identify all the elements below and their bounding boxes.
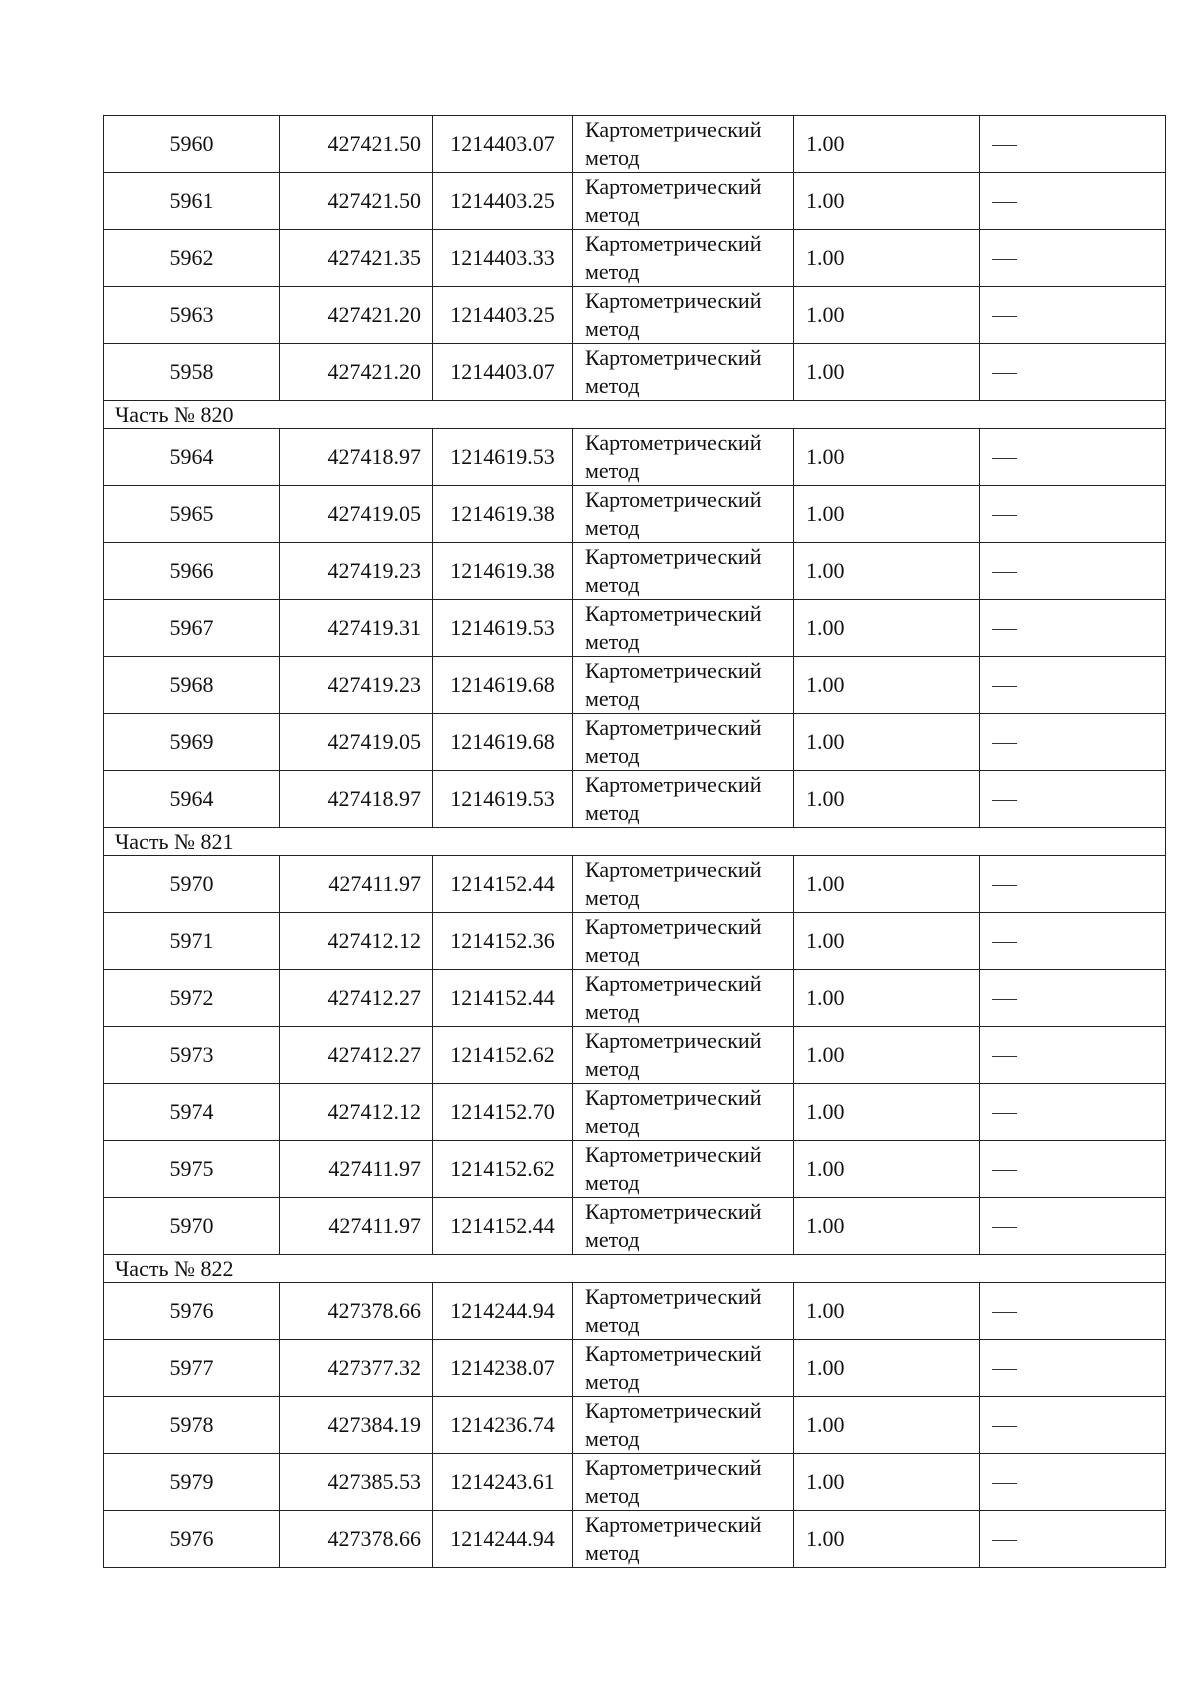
description-cell xyxy=(980,173,1166,230)
table-row xyxy=(104,1511,1166,1568)
dash-mark xyxy=(992,800,1017,801)
table-row xyxy=(104,913,1166,970)
method-line-1: Картометрический xyxy=(585,1142,762,1167)
y-coordinate-cell: 1214619.53 xyxy=(433,429,573,486)
description-cell xyxy=(980,970,1166,1027)
x-coordinate-cell: 427412.27 xyxy=(280,1027,433,1084)
description-cell xyxy=(980,657,1166,714)
method-line-2: метод xyxy=(585,1170,640,1195)
table-row xyxy=(104,856,1166,913)
dash-mark xyxy=(992,1227,1017,1228)
method-cell xyxy=(573,714,794,771)
point-number-cell: 5971 xyxy=(104,913,280,970)
point-number-cell: 5978 xyxy=(104,1397,280,1454)
x-coordinate-cell: 427421.20 xyxy=(280,287,433,344)
point-number-cell: 5961 xyxy=(104,173,280,230)
method-cell xyxy=(573,913,794,970)
dash-mark xyxy=(992,373,1017,374)
method-cell xyxy=(573,1454,794,1511)
method-line-2: метод xyxy=(585,942,640,967)
table-row xyxy=(104,173,1166,230)
dash-mark xyxy=(992,885,1017,886)
x-coordinate-cell: 427419.05 xyxy=(280,486,433,543)
accuracy-cell: 1.00 xyxy=(794,344,980,401)
method-line-1: Картометрический xyxy=(585,1028,762,1053)
accuracy-cell: 1.00 xyxy=(794,486,980,543)
description-cell xyxy=(980,1141,1166,1198)
description-cell xyxy=(980,230,1166,287)
method-cell xyxy=(573,344,794,401)
description-cell xyxy=(980,116,1166,173)
method-cell xyxy=(573,1198,794,1255)
point-number-cell: 5968 xyxy=(104,657,280,714)
y-coordinate-cell: 1214403.07 xyxy=(433,116,573,173)
point-number-cell: 5972 xyxy=(104,970,280,1027)
x-coordinate-cell: 427418.97 xyxy=(280,429,433,486)
x-coordinate-cell: 427378.66 xyxy=(280,1283,433,1340)
method-cell xyxy=(573,1397,794,1454)
point-number-cell: 5975 xyxy=(104,1141,280,1198)
x-coordinate-cell: 427421.50 xyxy=(280,116,433,173)
accuracy-cell: 1.00 xyxy=(794,173,980,230)
y-coordinate-cell: 1214403.25 xyxy=(433,287,573,344)
point-number-cell: 5963 xyxy=(104,287,280,344)
point-number-cell: 5962 xyxy=(104,230,280,287)
y-coordinate-cell: 1214152.44 xyxy=(433,1198,573,1255)
method-line-1: Картометрический xyxy=(585,345,762,370)
method-line-2: метод xyxy=(585,743,640,768)
method-line-2: метод xyxy=(585,1312,640,1337)
method-line-2: метод xyxy=(585,1113,640,1138)
x-coordinate-cell: 427411.97 xyxy=(280,1198,433,1255)
table-row xyxy=(104,1340,1166,1397)
x-coordinate-cell: 427378.66 xyxy=(280,1511,433,1568)
accuracy-cell: 1.00 xyxy=(794,429,980,486)
method-line-1: Картометрический xyxy=(585,914,762,939)
dash-mark xyxy=(992,1369,1017,1370)
y-coordinate-cell: 1214152.44 xyxy=(433,970,573,1027)
method-cell xyxy=(573,429,794,486)
y-coordinate-cell: 1214152.36 xyxy=(433,913,573,970)
accuracy-cell: 1.00 xyxy=(794,1511,980,1568)
point-number-cell: 5979 xyxy=(104,1454,280,1511)
accuracy-cell: 1.00 xyxy=(794,913,980,970)
description-cell xyxy=(980,913,1166,970)
table-row xyxy=(104,771,1166,828)
method-line-1: Картометрический xyxy=(585,971,762,996)
x-coordinate-cell: 427411.97 xyxy=(280,1141,433,1198)
method-cell xyxy=(573,287,794,344)
x-coordinate-cell: 427418.97 xyxy=(280,771,433,828)
method-line-2: метод xyxy=(585,800,640,825)
accuracy-cell: 1.00 xyxy=(794,1084,980,1141)
x-coordinate-cell: 427377.32 xyxy=(280,1340,433,1397)
description-cell xyxy=(980,1084,1166,1141)
method-cell xyxy=(573,657,794,714)
method-line-1: Картометрический xyxy=(585,117,762,142)
table-row xyxy=(104,1198,1166,1255)
y-coordinate-cell: 1214619.38 xyxy=(433,543,573,600)
x-coordinate-cell: 427421.20 xyxy=(280,344,433,401)
method-line-1: Картометрический xyxy=(585,601,762,626)
point-number-cell: 5966 xyxy=(104,543,280,600)
method-cell xyxy=(573,1340,794,1397)
method-line-1: Картометрический xyxy=(585,288,762,313)
table-row xyxy=(104,429,1166,486)
y-coordinate-cell: 1214619.38 xyxy=(433,486,573,543)
point-number-cell: 5960 xyxy=(104,116,280,173)
table-body xyxy=(104,116,1166,1568)
method-line-2: метод xyxy=(585,458,640,483)
description-cell xyxy=(980,856,1166,913)
method-cell xyxy=(573,116,794,173)
accuracy-cell: 1.00 xyxy=(794,1454,980,1511)
description-cell xyxy=(980,344,1166,401)
x-coordinate-cell: 427419.05 xyxy=(280,714,433,771)
method-line-1: Картометрический xyxy=(585,1455,762,1480)
y-coordinate-cell: 1214619.68 xyxy=(433,657,573,714)
y-coordinate-cell: 1214243.61 xyxy=(433,1454,573,1511)
y-coordinate-cell: 1214152.70 xyxy=(433,1084,573,1141)
accuracy-cell: 1.00 xyxy=(794,543,980,600)
table-row xyxy=(104,344,1166,401)
description-cell xyxy=(980,714,1166,771)
description-cell xyxy=(980,600,1166,657)
method-line-2: метод xyxy=(585,999,640,1024)
dash-mark xyxy=(992,515,1017,516)
dash-mark xyxy=(992,629,1017,630)
method-line-1: Картометрический xyxy=(585,1398,762,1423)
accuracy-cell: 1.00 xyxy=(794,116,980,173)
point-number-cell: 5970 xyxy=(104,1198,280,1255)
section-header-row xyxy=(104,401,1166,429)
method-line-2: метод xyxy=(585,1426,640,1451)
x-coordinate-cell: 427412.12 xyxy=(280,1084,433,1141)
point-number-cell: 5974 xyxy=(104,1084,280,1141)
method-line-1: Картометрический xyxy=(585,658,762,683)
point-number-cell: 5964 xyxy=(104,771,280,828)
accuracy-cell: 1.00 xyxy=(794,1283,980,1340)
method-line-1: Картометрический xyxy=(585,1341,762,1366)
method-cell xyxy=(573,1511,794,1568)
description-cell xyxy=(980,287,1166,344)
method-line-1: Картометрический xyxy=(585,231,762,256)
accuracy-cell: 1.00 xyxy=(794,771,980,828)
point-number-cell: 5973 xyxy=(104,1027,280,1084)
description-cell xyxy=(980,486,1166,543)
dash-mark xyxy=(992,458,1017,459)
method-line-2: метод xyxy=(585,629,640,654)
y-coordinate-cell: 1214244.94 xyxy=(433,1511,573,1568)
table-row xyxy=(104,1027,1166,1084)
accuracy-cell: 1.00 xyxy=(794,287,980,344)
method-cell xyxy=(573,173,794,230)
description-cell xyxy=(980,1283,1166,1340)
dash-mark xyxy=(992,942,1017,943)
y-coordinate-cell: 1214619.53 xyxy=(433,771,573,828)
method-cell xyxy=(573,600,794,657)
method-line-2: метод xyxy=(585,572,640,597)
table-row xyxy=(104,1283,1166,1340)
accuracy-cell: 1.00 xyxy=(794,657,980,714)
method-line-2: метод xyxy=(585,1540,640,1565)
accuracy-cell: 1.00 xyxy=(794,230,980,287)
point-number-cell: 5958 xyxy=(104,344,280,401)
dash-mark xyxy=(992,202,1017,203)
description-cell xyxy=(980,1027,1166,1084)
point-number-cell: 5969 xyxy=(104,714,280,771)
table-row xyxy=(104,230,1166,287)
x-coordinate-cell: 427385.53 xyxy=(280,1454,433,1511)
method-line-1: Картометрический xyxy=(585,174,762,199)
accuracy-cell: 1.00 xyxy=(794,1027,980,1084)
method-line-1: Картометрический xyxy=(585,1512,762,1537)
method-line-2: метод xyxy=(585,373,640,398)
table-row xyxy=(104,714,1166,771)
dash-mark xyxy=(992,1540,1017,1541)
point-number-cell: 5965 xyxy=(104,486,280,543)
dash-mark xyxy=(992,572,1017,573)
point-number-cell: 5967 xyxy=(104,600,280,657)
x-coordinate-cell: 427412.27 xyxy=(280,970,433,1027)
dash-mark xyxy=(992,743,1017,744)
method-cell xyxy=(573,1283,794,1340)
method-line-2: метод xyxy=(585,1483,640,1508)
x-coordinate-cell: 427412.12 xyxy=(280,913,433,970)
description-cell xyxy=(980,1454,1166,1511)
method-line-2: метод xyxy=(585,1056,640,1081)
method-cell xyxy=(573,543,794,600)
dash-mark xyxy=(992,1056,1017,1057)
method-line-1: Картометрический xyxy=(585,487,762,512)
description-cell xyxy=(980,1397,1166,1454)
point-number-cell: 5964 xyxy=(104,429,280,486)
method-line-2: метод xyxy=(585,316,640,341)
method-cell xyxy=(573,230,794,287)
accuracy-cell: 1.00 xyxy=(794,856,980,913)
dash-mark xyxy=(992,316,1017,317)
description-cell xyxy=(980,1511,1166,1568)
table-row xyxy=(104,1454,1166,1511)
method-line-2: метод xyxy=(585,885,640,910)
accuracy-cell: 1.00 xyxy=(794,1340,980,1397)
method-line-2: метод xyxy=(585,1227,640,1252)
method-cell xyxy=(573,970,794,1027)
table-row xyxy=(104,600,1166,657)
description-cell xyxy=(980,429,1166,486)
method-line-1: Картометрический xyxy=(585,544,762,569)
y-coordinate-cell: 1214152.62 xyxy=(433,1027,573,1084)
dash-mark xyxy=(992,1113,1017,1114)
description-cell xyxy=(980,543,1166,600)
dash-mark xyxy=(992,1170,1017,1171)
method-line-2: метод xyxy=(585,259,640,284)
method-line-2: метод xyxy=(585,145,640,170)
section-header-row xyxy=(104,828,1166,856)
y-coordinate-cell: 1214403.25 xyxy=(433,173,573,230)
method-line-1: Картометрический xyxy=(585,1085,762,1110)
y-coordinate-cell: 1214244.94 xyxy=(433,1283,573,1340)
method-cell xyxy=(573,1084,794,1141)
method-line-1: Картометрический xyxy=(585,772,762,797)
table-row xyxy=(104,116,1166,173)
method-line-1: Картометрический xyxy=(585,430,762,455)
point-number-cell: 5977 xyxy=(104,1340,280,1397)
x-coordinate-cell: 427411.97 xyxy=(280,856,433,913)
accuracy-cell: 1.00 xyxy=(794,600,980,657)
coordinates-table xyxy=(103,115,1166,1568)
point-number-cell: 5970 xyxy=(104,856,280,913)
method-cell xyxy=(573,771,794,828)
method-line-1: Картометрический xyxy=(585,1284,762,1309)
dash-mark xyxy=(992,999,1017,1000)
accuracy-cell: 1.00 xyxy=(794,970,980,1027)
y-coordinate-cell: 1214619.53 xyxy=(433,600,573,657)
x-coordinate-cell: 427384.19 xyxy=(280,1397,433,1454)
accuracy-cell: 1.00 xyxy=(794,1397,980,1454)
method-line-2: метод xyxy=(585,686,640,711)
method-line-1: Картометрический xyxy=(585,1199,762,1224)
dash-mark xyxy=(992,686,1017,687)
method-line-2: метод xyxy=(585,202,640,227)
accuracy-cell: 1.00 xyxy=(794,714,980,771)
table-row xyxy=(104,543,1166,600)
method-cell xyxy=(573,1141,794,1198)
x-coordinate-cell: 427419.23 xyxy=(280,543,433,600)
y-coordinate-cell: 1214152.62 xyxy=(433,1141,573,1198)
y-coordinate-cell: 1214619.68 xyxy=(433,714,573,771)
section-label: Часть № 820 xyxy=(104,401,1166,429)
table-row xyxy=(104,1084,1166,1141)
table-row xyxy=(104,287,1166,344)
description-cell xyxy=(980,1340,1166,1397)
table-row xyxy=(104,486,1166,543)
method-line-2: метод xyxy=(585,515,640,540)
method-cell xyxy=(573,856,794,913)
table-row xyxy=(104,1141,1166,1198)
table-row xyxy=(104,1397,1166,1454)
accuracy-cell: 1.00 xyxy=(794,1198,980,1255)
description-cell xyxy=(980,771,1166,828)
section-label: Часть № 821 xyxy=(104,828,1166,856)
point-number-cell: 5976 xyxy=(104,1511,280,1568)
x-coordinate-cell: 427421.50 xyxy=(280,173,433,230)
dash-mark xyxy=(992,1312,1017,1313)
x-coordinate-cell: 427419.31 xyxy=(280,600,433,657)
table-row xyxy=(104,970,1166,1027)
method-line-1: Картометрический xyxy=(585,715,762,740)
x-coordinate-cell: 427419.23 xyxy=(280,657,433,714)
dash-mark xyxy=(992,145,1017,146)
method-line-1: Картометрический xyxy=(585,857,762,882)
description-cell xyxy=(980,1198,1166,1255)
method-cell xyxy=(573,486,794,543)
dash-mark xyxy=(992,1426,1017,1427)
method-cell xyxy=(573,1027,794,1084)
y-coordinate-cell: 1214403.07 xyxy=(433,344,573,401)
dash-mark xyxy=(992,1483,1017,1484)
y-coordinate-cell: 1214152.44 xyxy=(433,856,573,913)
accuracy-cell: 1.00 xyxy=(794,1141,980,1198)
dash-mark xyxy=(992,259,1017,260)
method-line-2: метод xyxy=(585,1369,640,1394)
x-coordinate-cell: 427421.35 xyxy=(280,230,433,287)
section-label: Часть № 822 xyxy=(104,1255,1166,1283)
table-row xyxy=(104,657,1166,714)
y-coordinate-cell: 1214238.07 xyxy=(433,1340,573,1397)
y-coordinate-cell: 1214236.74 xyxy=(433,1397,573,1454)
y-coordinate-cell: 1214403.33 xyxy=(433,230,573,287)
point-number-cell: 5976 xyxy=(104,1283,280,1340)
section-header-row xyxy=(104,1255,1166,1283)
